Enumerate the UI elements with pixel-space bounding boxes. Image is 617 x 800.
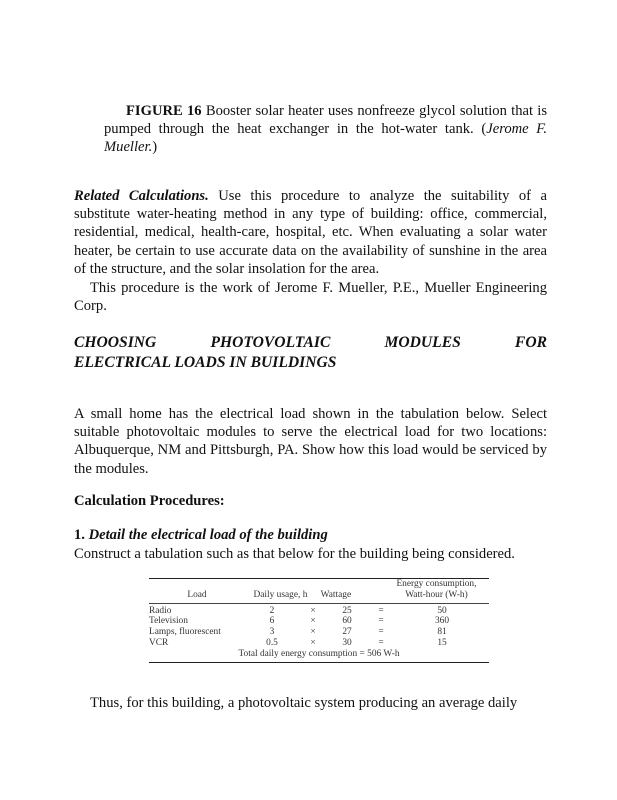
total-energy: Total daily energy consumption = 506 W-h	[238, 648, 400, 659]
header-usage: Daily usage, h	[253, 589, 308, 600]
conclusion-text: Thus, for this building, a photovoltaic system producing an average daily	[90, 695, 518, 711]
step-1-title	[74, 526, 547, 544]
related-label: Related Calculations.	[74, 188, 209, 204]
cell-times: ×	[310, 627, 316, 638]
cell-energy: 81	[437, 627, 447, 638]
table-bottom-rule	[149, 662, 489, 663]
table-row	[149, 616, 489, 627]
heading-word: FOR	[514, 334, 547, 351]
cell-energy: 50	[437, 605, 447, 616]
cell-equals: =	[378, 605, 384, 616]
problem-statement: A small home has the electrical load shown in the tabulation below. Select suitable photovoltaic modules to serve the electrical load for two locations: Albuquerque, NM and Pittsburgh, PA. Show how this load would be serviced by the modules.	[74, 406, 547, 477]
cell-usage: 0.5	[266, 637, 278, 648]
cell-load: Radio	[149, 605, 172, 616]
cell-usage: 3	[269, 627, 275, 638]
cell-times: ×	[310, 616, 316, 627]
step-1-body: Construct a tabulation such as that below for the building being considered.	[74, 546, 515, 562]
figure-caption	[104, 102, 547, 157]
procedure-credit: This procedure is the work of Jerome F. Mueller, P.E., Mueller Engineering Corp.	[74, 280, 547, 315]
cell-wattage: 27	[342, 627, 352, 638]
related-text: Use this procedure to analyze the suitability of a substitute water-heating method in any type of building: office, commercial, residential, medical, health-care, hospital, etc. When evaluating a solar water heater, be certain to use accurate data on the availability of sunshine in the area of the structure, and the solar insolation for the area.	[74, 188, 547, 277]
caption-close: )	[152, 139, 158, 156]
energy-table	[149, 578, 489, 663]
heading-word: MODULES	[384, 334, 461, 351]
cell-equals: =	[378, 616, 384, 627]
cell-times: ×	[310, 605, 316, 616]
step-title-text: Detail the electrical load of the building	[84, 527, 328, 543]
heading-line-1	[74, 333, 547, 353]
cell-load: Television	[149, 616, 188, 627]
cell-load: Lamps, fluorescent	[149, 627, 221, 638]
cell-wattage: 60	[342, 616, 352, 627]
cell-load: VCR	[149, 637, 169, 648]
step-number: 1.	[74, 527, 85, 543]
cell-equals: =	[378, 627, 384, 638]
table-header-row	[149, 579, 489, 603]
cell-usage: 6	[269, 616, 275, 627]
figure-label: FIGURE 16	[126, 103, 202, 119]
heading-line-2: ELECTRICAL LOADS IN BUILDINGS	[74, 354, 337, 371]
cell-wattage: 30	[342, 637, 352, 648]
cell-wattage: 25	[342, 605, 352, 616]
related-calculations	[74, 187, 547, 278]
header-wattage: Wattage	[320, 589, 352, 600]
cell-energy: 360	[434, 616, 450, 627]
heading-word: PHOTOVOLTAIC	[210, 334, 331, 351]
calculation-procedures-title: Calculation Procedures:	[74, 493, 225, 509]
cell-equals: =	[378, 637, 384, 648]
table-total-row	[149, 649, 489, 662]
caption-text: Booster solar heater uses nonfreeze glycol solution that is pumped through the heat exchanger in the hot-water tank. (	[104, 103, 548, 138]
header-energy	[384, 579, 489, 603]
table-row	[149, 604, 489, 617]
cell-usage: 2	[269, 605, 275, 616]
table-row	[149, 638, 489, 649]
header-energy-line-2: Watt-hour (W-h)	[405, 589, 468, 600]
header-load: Load	[187, 589, 207, 600]
header-energy-line-1: Energy consumption,	[396, 579, 477, 589]
caption-credit: Jerome F. Mueller.	[104, 121, 547, 156]
cell-times: ×	[310, 637, 316, 648]
section-heading	[74, 333, 547, 373]
cell-energy: 15	[437, 637, 447, 648]
heading-word: CHOOSING	[74, 334, 157, 351]
table-row	[149, 627, 489, 638]
